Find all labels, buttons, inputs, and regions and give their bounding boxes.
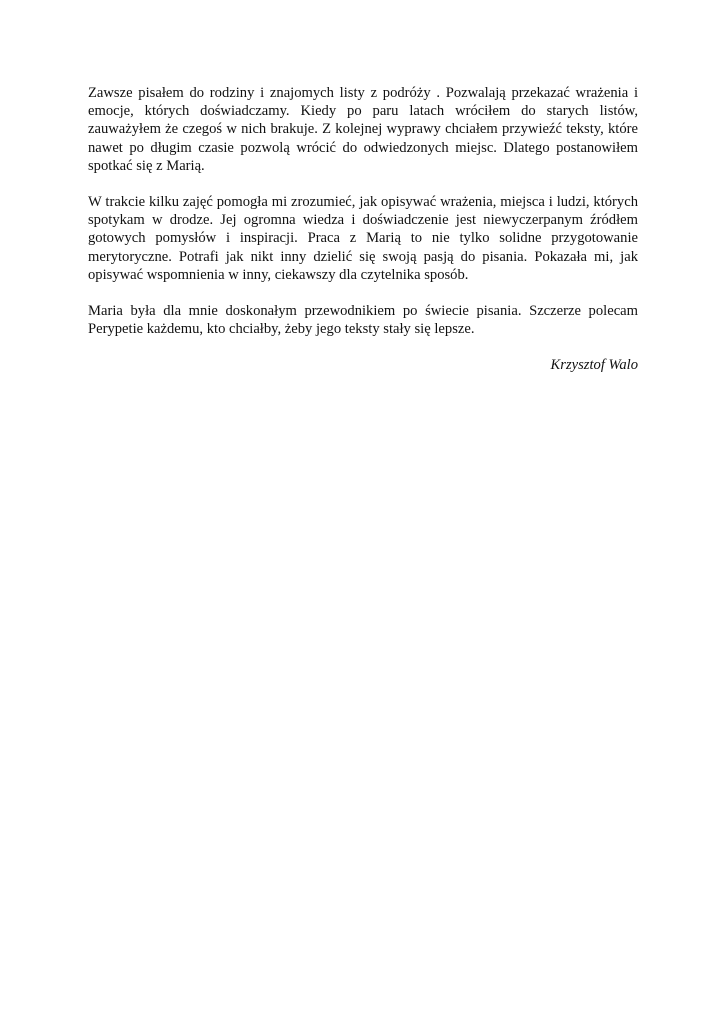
- paragraph-lessons: W trakcie kilku zajęć pomogła mi zrozumieć, jak opisywać wrażenia, miejsca i ludzi, których spotykam w drodze. Jej ogromna wiedza i doświadczenie jest niewyczerpanym źródłem gotowych pomysłów i inspiracji. Praca z Marią to nie tylko solidne przygotowanie merytoryczne. Potrafi jak nikt inny dzielić się swoją pasją do pisania. Pokazała mi, jak opisywać wspomnienia w inny, ciekawszy dla czytelnika sposób.: [88, 194, 638, 283]
- signature: Krzysztof Walo: [550, 357, 638, 374]
- testimonial-text: [88, 84, 638, 375]
- paragraph-recommendation: Maria była dla mnie doskonałym przewodnikiem po świecie pisania. Szczerze polecam Perypetie każdemu, kto chciałby, żeby jego teksty stały się lepsze.: [88, 303, 638, 338]
- paragraph-intro: Zawsze pisałem do rodziny i znajomych listy z podróży . Pozwalają przekazać wrażenia i emocje, których doświadczamy. Kiedy po paru latach wróciłem do starych listów, zauważyłem że czegoś w nich brakuje. Z kolejnej wyprawy chciałem przywieźć teksty, które nawet po długim czasie pozwolą wrócić do odwiedzonych miejsc. Dlatego postanowiłem spotkać się z Marią.: [88, 85, 638, 174]
